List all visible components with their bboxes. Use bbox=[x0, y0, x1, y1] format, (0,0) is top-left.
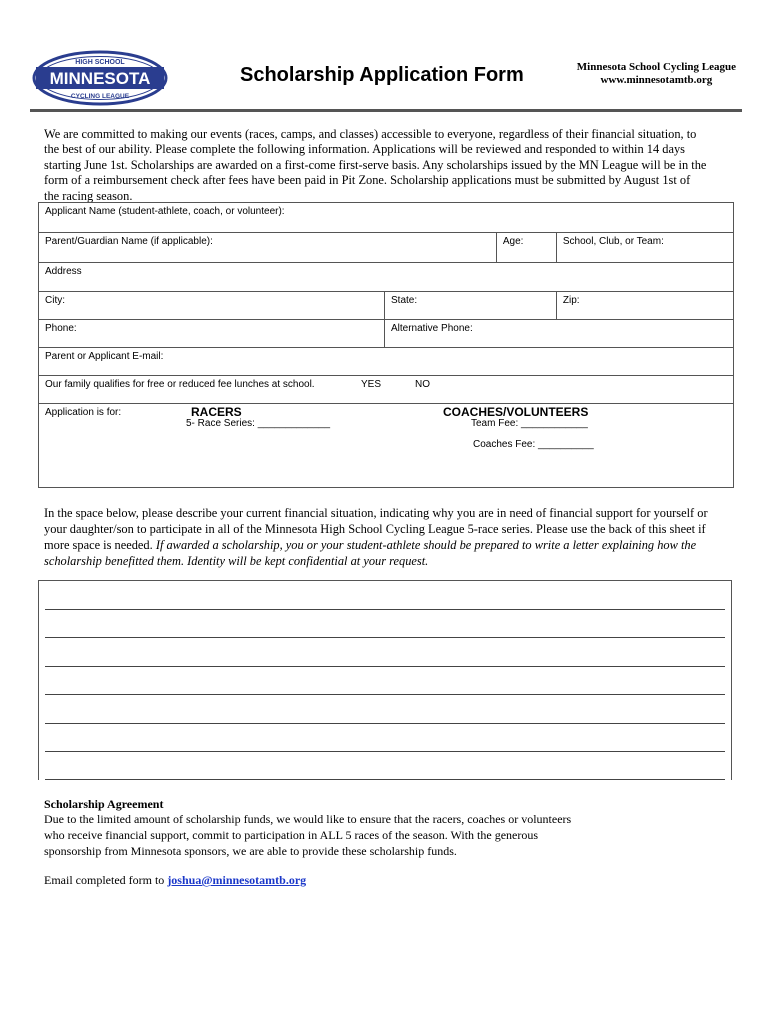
financial-description-area[interactable] bbox=[38, 580, 732, 780]
minnesota-cycling-league-logo bbox=[32, 50, 168, 106]
state-field[interactable] bbox=[385, 292, 557, 320]
writing-line[interactable] bbox=[45, 666, 725, 667]
writing-line[interactable] bbox=[45, 751, 725, 752]
yes-option[interactable]: YES bbox=[361, 379, 382, 390]
state-label: State: bbox=[391, 295, 418, 306]
zip-label: Zip: bbox=[562, 295, 580, 306]
writing-line[interactable] bbox=[45, 609, 725, 610]
applicant-name-label: Applicant Name (student-athlete, coach, or volunteer): bbox=[45, 206, 285, 217]
coaches-fee-field[interactable] bbox=[473, 439, 594, 450]
phone-label: Phone: bbox=[45, 323, 77, 334]
zip-field[interactable] bbox=[556, 292, 733, 320]
school-field[interactable] bbox=[556, 233, 733, 263]
agreement-title: Scholarship Agreement bbox=[44, 797, 164, 811]
age-label: Age: bbox=[502, 236, 524, 247]
school-label: School, Club, or Team: bbox=[562, 236, 664, 247]
coaches-volunteers-heading: COACHES/VOLUNTEERS bbox=[443, 405, 589, 419]
email-label: Parent or Applicant E-mail: bbox=[45, 351, 164, 362]
team-fee-field[interactable] bbox=[471, 418, 588, 429]
logo-text-top: HIGH SCHOOL bbox=[75, 59, 125, 66]
logo-text-main: MINNESOTA bbox=[49, 69, 151, 88]
no-option[interactable]: NO bbox=[415, 379, 430, 390]
race-series-field[interactable] bbox=[186, 418, 330, 429]
coaches-fee-label: Coaches Fee: bbox=[473, 439, 536, 450]
race-series-label: 5- Race Series: bbox=[186, 418, 255, 429]
address-label: Address bbox=[45, 266, 82, 277]
page-title: Scholarship Application Form bbox=[240, 64, 524, 86]
team-fee-label: Team Fee: bbox=[471, 418, 519, 429]
alt-phone-field[interactable] bbox=[385, 320, 734, 348]
financial-description-instructions bbox=[44, 505, 714, 569]
writing-line[interactable] bbox=[45, 723, 725, 724]
org-name: Minnesota School Cycling League bbox=[576, 61, 736, 73]
email-field[interactable] bbox=[39, 348, 734, 376]
lunch-question-row bbox=[39, 376, 734, 404]
describe-text: In the space below, please describe your current financial situation, indicating why you are in need of financial support for yourself or your daughter/son to participate in all of the Minnesota High School Cycling League 5-race series. Please use the back of this sheet if more space is needed. bbox=[44, 506, 708, 552]
address-field[interactable] bbox=[39, 263, 734, 292]
application-for-label: Application is for: bbox=[45, 407, 122, 418]
alt-phone-label: Alternative Phone: bbox=[391, 323, 473, 334]
team-fee-blank: ____________ bbox=[521, 418, 588, 429]
guardian-name-label: Parent/Guardian Name (if applicable): bbox=[45, 236, 213, 247]
application-form-table bbox=[38, 202, 734, 488]
race-series-blank: _____________ bbox=[257, 418, 331, 429]
city-label: City: bbox=[45, 295, 65, 306]
email-prefix: Email completed form to bbox=[44, 873, 168, 887]
age-field[interactable] bbox=[496, 233, 556, 263]
org-url: www.minnesotamtb.org bbox=[600, 74, 713, 86]
writing-line[interactable] bbox=[45, 779, 725, 780]
org-info bbox=[577, 61, 736, 87]
email-instruction bbox=[44, 873, 306, 888]
writing-line[interactable] bbox=[45, 694, 725, 695]
header-divider bbox=[30, 109, 742, 112]
racers-heading: RACERS bbox=[191, 405, 242, 419]
agreement-body: Due to the limited amount of scholarship funds, we would like to ensure that the racers, coaches or volunteers who receive financial support, commit to participation in ALL 5 races of the season. With the generous sponsorship from Minnesota sponsors, we are able to provide these scholarship funds. bbox=[44, 812, 572, 858]
city-field[interactable] bbox=[39, 292, 385, 320]
writing-line[interactable] bbox=[45, 637, 725, 638]
phone-field[interactable] bbox=[39, 320, 385, 348]
lunch-question-label: Our family qualifies for free or reduced fee lunches at school. bbox=[45, 379, 315, 390]
email-link[interactable]: joshua@minnesotamtb.org bbox=[167, 873, 307, 887]
describe-italic-text: If awarded a scholarship, you or your student-athlete should be prepared to write a letter explaining how the scholarship benefitted them. Identity will be kept confidential at your request. bbox=[44, 538, 697, 568]
application-type-row bbox=[39, 404, 734, 488]
applicant-name-field[interactable] bbox=[39, 203, 734, 233]
guardian-name-field[interactable] bbox=[39, 233, 497, 263]
intro-paragraph: We are committed to making our events (races, camps, and classes) accessible to everyone, regardless of their financial situation, to the best of our ability. Please complete the following information. Applications will be reviewed and responded to within 14 days starting June 1st. Scholarships are awarded on a first-come first-serve basis. Any scholarships issued by the MN League will be in the form of a reimbursement check after fees have been paid in Pit Zone. Scholarship applications must be submitted by August 1st of the racing season. bbox=[44, 127, 707, 203]
logo-text-bottom: CYCLING LEAGUE bbox=[70, 93, 130, 100]
coaches-fee-blank: __________ bbox=[538, 439, 594, 450]
